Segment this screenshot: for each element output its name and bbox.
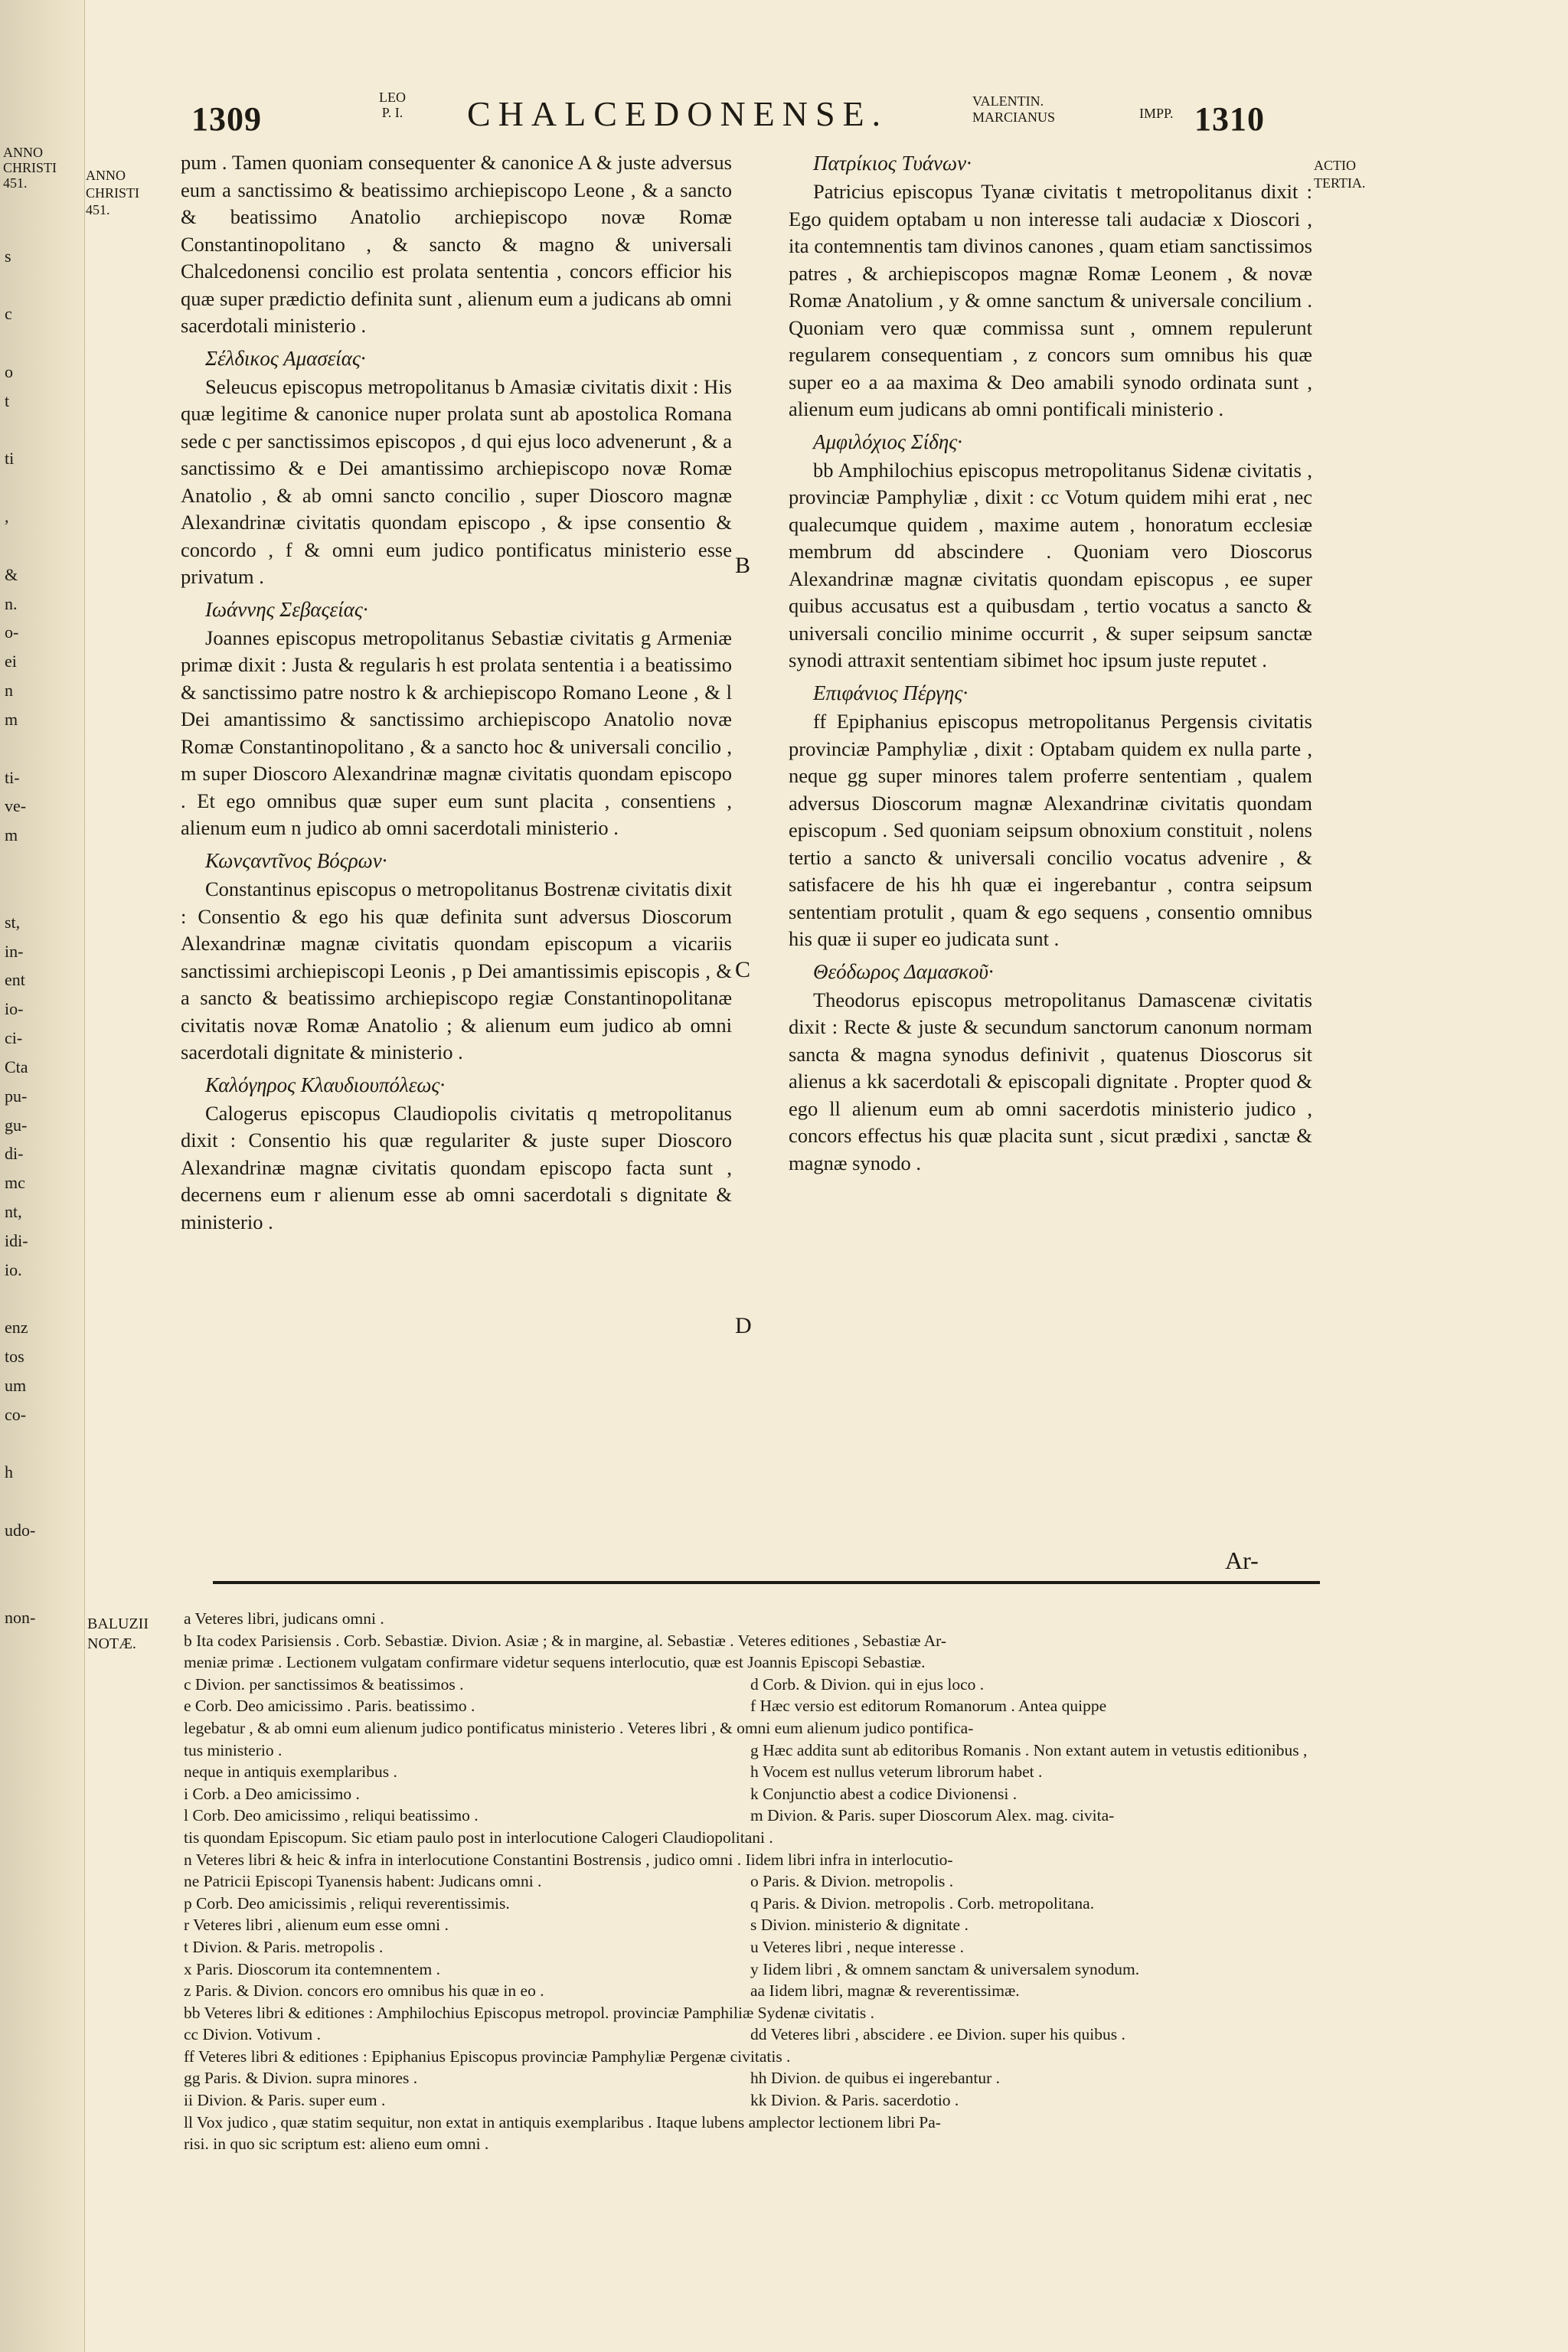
greek-heading-theodorus: Θεόδωρος Δαμασκοῦ·: [813, 959, 994, 983]
greek-heading-amphilochius: Αμφιλόχιος Σίδης·: [813, 430, 962, 453]
footnote-text: kk Divion. & Paris. sacerdotio .: [750, 2091, 959, 2110]
header-emperors: VALENTIN. MARCIANUS: [972, 93, 1056, 125]
gutter-text-fragments: s c o t ti , & n. o- ei n m ti- ve- m st, in- ent io- ci- Cta pu- gu- di- mc nt, idi- io. enz tos um co- h udo- non-: [5, 246, 36, 1627]
footnote-line: [184, 1651, 1317, 1674]
footnote-text: g Hæc addita sunt ab editoribus Romanis . Non extant autem in vetustis editionibus ,: [750, 1740, 1308, 1759]
footnote-text: n Veteres libri & heic & infra in interlocutione Constantini Bostrensis , judico omni . Iidem libri infra in interlocutio-: [184, 1850, 953, 1869]
footnote-line: [184, 1783, 1317, 1805]
footnote-text: l Corb. Deo amicissimo , reliqui beatissimo .: [184, 1806, 479, 1825]
column-marker-b: B: [735, 553, 751, 578]
greek-heading-constantinus: Κωνςαντῖνος Βόςρων·: [205, 848, 387, 872]
footnote-line: [184, 2089, 1317, 2112]
footnote-line: [184, 1761, 1317, 1783]
footnote-line: [184, 2024, 1317, 2046]
column-marker-c: C: [735, 957, 751, 982]
footnote-text: ne Patricii Episcopi Tyanensis habent: Judicans omni .: [184, 1872, 542, 1891]
footnote-text: y Iidem libri , & omnem sanctam & universalem synodum.: [750, 1959, 1140, 1978]
footnote-text: d Corb. & Divion. qui in ejus loco .: [750, 1674, 985, 1694]
footnote-rule: [213, 1581, 1320, 1584]
footnote-line: [184, 2046, 1317, 2068]
footnote-line: [184, 2002, 1317, 2024]
greek-heading-epiphanius: Επιφάνιος Πέργης·: [813, 681, 969, 704]
footnote-text: f Hæc versio est editorum Romanorum . Antea quippe: [750, 1697, 1107, 1716]
paragraph-patricius: Patricius episcopus Tyanæ civitatis t metropolitanus dixit : Ego quidem optabam u non interesse tali audaciæ x Dioscori , ita contemnentis tam divinos canones , quam etiam sanctissimos patres , & archiepiscopos magnæ Romæ Leonem , & novæ Romæ Anatolium , y & omne sanctum & universale concilium . Quoniam vero quæ commissa sunt , omnem repulerunt regularem consequentiam , z concors sum omnibus his quæ super eo a aa maxima & Deo amabili synodo ordinata sunt , alienum eum judicans ab omni pontificali ministerio .: [789, 180, 1312, 421]
footnote-line: [184, 1740, 1317, 1762]
footnote-text: k Conjunctio abest a codice Divionensi .: [750, 1784, 1018, 1803]
footnote-line: [184, 1936, 1317, 1958]
footnote-text: e Corb. Deo amicissimo . Paris. beatissimo .: [184, 1697, 475, 1716]
paragraph-theodorus: Theodorus episcopus metropolitanus Damascenæ civitatis dixit : Recte & juste & secundum sanctorum canonum normam sancta & magna synodus definivit , quatenus Dioscorus sit alienus a kk sacerdotali & episcopali dignitate . Propter quod & ego ll alienum eum ab omni sacerdotis ministerio judico , concors effectus his quæ placita sunt , sicut prædixi , sanctæ & magnæ synodo .: [789, 988, 1312, 1174]
header-pope: LEO P. I.: [379, 90, 406, 120]
footnote-text: i Corb. a Deo amicissimo .: [184, 1784, 360, 1803]
footnote-text: meniæ primæ . Lectionem vulgatam confirmare videtur sequens interlocutio, quæ est Joannis Episcopi Sebastiæ.: [184, 1653, 926, 1672]
footnote-line: [184, 2067, 1317, 2089]
footnote-line: [184, 1717, 1317, 1740]
footnote-text: tus ministerio .: [184, 1740, 283, 1759]
footnote-text: u Veteres libri , neque interesse .: [750, 1937, 965, 1956]
footnote-text: o Paris. & Divion. metropolis .: [750, 1872, 954, 1891]
footnote-line: [184, 1630, 1317, 1652]
greek-heading-joannes: Ιωάννης Σεβαςείας·: [205, 597, 368, 621]
paragraph-amphilochius: bb Amphilochius episcopus metropolitanus Sidenæ civitatis , provinciæ Pamphyliæ , dixit : cc Votum quidem mihi erat , nec qualecumque quidem , maxime autem , honoratum ecclesiæ membrum dd abscindere . Quoniam vero Dioscorus Alexandrinæ magnæ civitatis quondam episcopus , ee super quibus accusatus est a quibusdam , tertio vocatus a sancto & universali concilio minime occurrit , & super seipsum sanctæ synodi attraxit sententiam sibimet hoc ipsum juste reputet .: [789, 458, 1312, 672]
footnote-text: cc Divion. Votivum .: [184, 2025, 321, 2044]
greek-heading-calogerus: Καλόγηρος Κλαυδιουπόλεως·: [205, 1073, 446, 1096]
footnote-text: legebatur , & ab omni eum alienum judico pontificatus ministerio . Veteres libri , & omni eum alienum judico pontifica-: [184, 1718, 974, 1737]
footnote-text: bb Veteres libri & editiones : Amphilochius Episcopus metropol. provinciæ Pamphiliæ Sydenæ civitatis .: [184, 2003, 874, 2022]
left-column: [181, 149, 732, 1239]
footnote-line: [184, 1827, 1317, 1849]
footnote-text: m Divion. & Paris. super Dioscorum Alex. mag. civita-: [750, 1806, 1115, 1825]
footnote-text: p Corb. Deo amicissimis , reliqui reverentissimis.: [184, 1893, 510, 1913]
footnote-text: dd Veteres libri , abscidere . ee Divion. super his quibus .: [750, 2025, 1125, 2044]
footnote-line: [184, 1980, 1317, 2002]
footnote-text: z Paris. & Divion. concors ero omnibus his quæ in eo .: [184, 1981, 544, 2001]
paragraph-joannes: Joannes episcopus metropolitanus Sebastiæ civitatis g Armeniæ primæ dixit : Justa & regularis h est prolata sententia i a beatissimo & sanctissimo patre nostro k & archiepiscopo Romano Leone , & l Dei amantissimo & sanctissimo archiepiscopo Anatolio novæ Romæ Constantinopolitano , & a sancto hoc & universali concilio , m super Dioscoro Alexandrinæ magnæ civitatis quondam episcopo . Et ego omnibus quæ super eum sunt placita , consentiens , alienum eum n judico ab omni sacerdotali ministerio .: [181, 626, 732, 840]
footnote-text: ii Divion. & Paris. super eum .: [184, 2091, 386, 2110]
footnote-text: ll Vox judico , quæ statim sequitur, non extat in antiquis exemplaribus . Itaque lubens amplector lectionem libri Pa-: [184, 2112, 941, 2132]
margin-actio-tertia: ACTIO TERTIA.: [1314, 158, 1366, 191]
footnote-text: s Divion. ministerio & dignitate .: [750, 1916, 969, 1935]
footnote-text: x Paris. Dioscorum ita contemnentem .: [184, 1959, 440, 1978]
footnote-line: [184, 2133, 1317, 2155]
footnote-text: c Divion. per sanctissimos & beatissimos .: [184, 1674, 464, 1694]
paragraph-constantinus: Constantinus episcopus o metropolitanus Bostrenæ civitatis dixit : Consentio & ego his quæ definita sunt adversus Dioscorum Alexandrinæ magnæ civitatis quondam episcopum a vicariis sanctissimi archiepiscopi Leonis , p Dei amantissimis episcopis , & a sancto & beatissimo archiepiscopo regiæ Constantinopolitanæ civitatis novæ Romæ Anatolio ; & alienum eum judico ab omni sacerdotali dignitate & ministerio .: [181, 877, 732, 1064]
footnote-text: t Divion. & Paris. metropolis .: [184, 1937, 384, 1956]
footnote-text: risi. in quo sic scriptum est: alieno eum omni .: [184, 2135, 489, 2154]
footnote-line: [184, 1608, 1317, 1630]
footnotes: [184, 1608, 1317, 2155]
page-title: CHALCEDONENSE.: [467, 94, 889, 133]
footnote-line: [184, 1914, 1317, 1936]
footnote-line: [184, 1893, 1317, 1915]
paragraph-seleucus: Seleucus episcopus metropolitanus b Amasiæ civitatis dixit : His quæ legitime & canonice nuper prolata sunt ab apostolica Romana sede c per sanctissimos episcopos , d qui ejus loco advenerunt , & a sanctissimo & e Dei amantissimo archiepiscopo novæ Romæ Anatolio , & ab omni sancto concilio , super Dioscoro magnæ Alexandrinæ civitatis quondam episcopo , & ipse consentio & concordo , f & omni eum judico pontificatus ministerio esse privatum .: [181, 374, 732, 589]
footnote-line: [184, 2112, 1317, 2134]
footnote-text: hh Divion. de quibus ei ingerebantur .: [750, 2069, 1001, 2088]
notes-heading: BALUZII NOTÆ.: [87, 1615, 149, 1652]
column-marker-d: D: [735, 1313, 752, 1338]
greek-heading-patricius: Πατρίκιος Τυάνων·: [813, 152, 972, 175]
footnote-text: a Veteres libri, judicans omni .: [184, 1609, 384, 1628]
footnote-text: gg Paris. & Divion. supra minores .: [184, 2069, 418, 2088]
footnote-text: r Veteres libri , alienum eum esse omni .: [184, 1916, 449, 1935]
running-header: [184, 83, 1516, 152]
paragraph-epiphanius: ff Epiphanius episcopus metropolitanus Pergensis civitatis provinciæ Pamphyliæ , dixit : Optabam quidem ex nulla parte , neque gg super minores talem proferre sententiam , qualem adversus Dioscorum magnæ Alexandrinæ civitatis quondam episcopum . Sed quoniam seipsum obnoxium constituit , nolens tertio a sancto & universali concilio vocatus advenire , & satisfacere de his hh quæ ei ingerebantur , contra seipsum sententiam protulit , quam & ego sequens , consentio omnibus his quæ ii super eo judicata sunt .: [789, 710, 1312, 951]
footnote-text: h Vocem est nullus veterum librorum habet .: [750, 1762, 1043, 1782]
page-number-left: 1309: [191, 100, 262, 138]
facing-page-gutter: [0, 0, 85, 2352]
footnote-text: q Paris. & Divion. metropolis . Corb. metropolitana.: [750, 1893, 1095, 1913]
footnote-text: tis quondam Episcopum. Sic etiam paulo post in interlocutione Calogeri Claudiopolitani .: [184, 1828, 773, 1847]
footnote-text: neque in antiquis exemplaribus .: [184, 1762, 397, 1782]
page-number-right: 1310: [1194, 100, 1265, 138]
footnote-line: [184, 1805, 1317, 1827]
greek-heading-seleucus: Σέλδικος Αμασείας·: [205, 346, 366, 370]
paragraph-calogerus: Calogerus episcopus Claudiopolis civitatis q metropolitanus dixit : Consentio his quæ regulariter & juste super Dioscoro Alexandrinæ magnæ civitatis quondam episcopo facta sunt , decernens eum r alienum esse ab omni sacerdotali s dignitate & ministerio .: [181, 1101, 732, 1233]
footnote-text: ff Veteres libri & editiones : Epiphanius Episcopus provinciæ Pamphyliæ Pergenæ civitatis .: [184, 2047, 791, 2066]
header-impp: IMPP.: [1139, 106, 1174, 121]
catchword: Ar-: [1225, 1547, 1259, 1574]
footnote-text: aa Iidem libri, magnæ & reverentissimæ.: [750, 1981, 1020, 2001]
footnote-line: [184, 1849, 1317, 1871]
footnote-line: [184, 1674, 1317, 1696]
gutter-anno-christi: ANNO CHRISTI 451.: [3, 145, 57, 191]
left-intro-paragraph: pum . Tamen quoniam consequenter & canonice A & juste adversus eum a sanctissimo & beatissimo archiepiscopo Leone , & a sancto & beatissimo Anatolio archiepiscopo novæ Romæ Constantinopolitano , & sancto & magno & universali Chalcedonensi concilio est prolata sententia , concors efficior his quæ super prædictio definita sunt , alienum eum a judicans ab omni sacerdotali ministerio .: [181, 151, 732, 337]
footnote-line: [184, 1695, 1317, 1717]
margin-anno-christi: ANNO CHRISTI 451.: [86, 168, 140, 217]
right-column: [789, 149, 1312, 1180]
footnote-text: b Ita codex Parisiensis . Corb. Sebastiæ. Divion. Asiæ ; & in margine, al. Sebastiæ . Veteres editiones , Sebastiæ Ar-: [184, 1631, 947, 1650]
footnote-line: [184, 1870, 1317, 1893]
footnote-line: [184, 1958, 1317, 1981]
